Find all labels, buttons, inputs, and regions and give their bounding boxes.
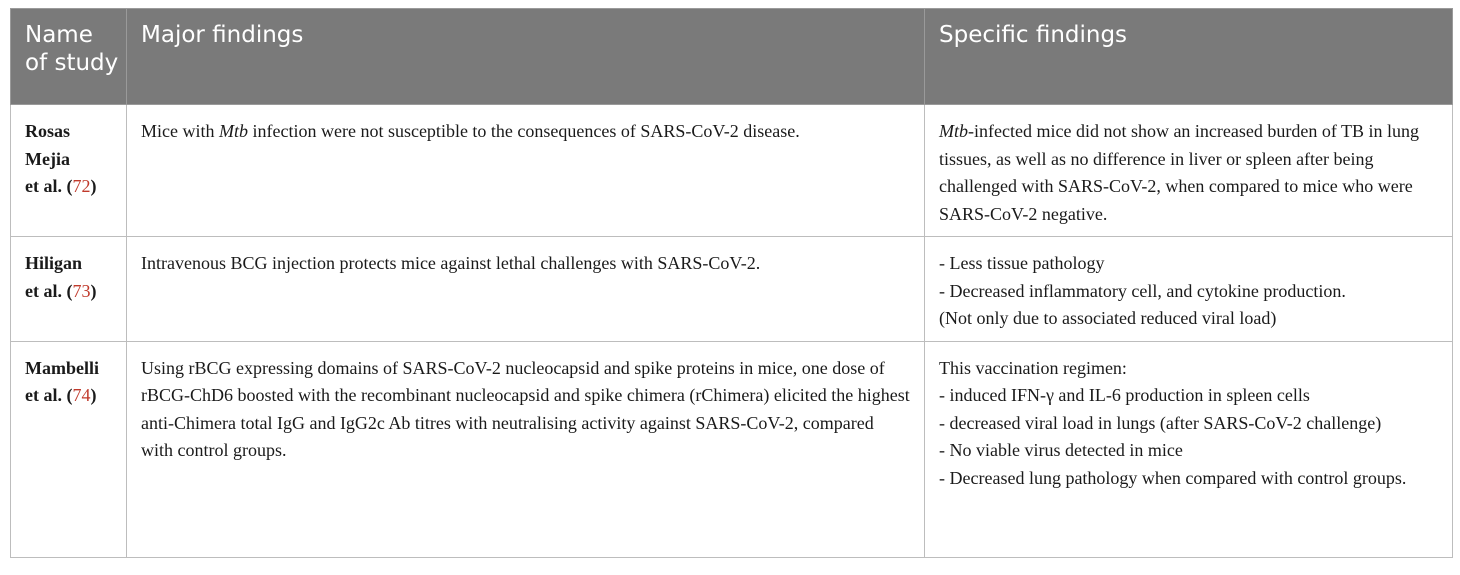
- study-name-etal: et al. (: [25, 385, 73, 405]
- major-text: infection were not susceptible to the consequences of SARS-CoV-2 disease.: [248, 121, 800, 141]
- major-findings-cell: Using rBCG expressing domains of SARS-CoV-2 nucleocapsid and spike proteins in mice, one dose of rBCG-ChD6 boosted with the recombinant nucleocapsid and spike chimera (rChimera) elicited the highest anti-Chimera total IgG and IgG2c Ab titres with neutralising activity against SARS-CoV-2, compared with control groups.: [127, 341, 925, 557]
- specific-findings-cell: [925, 237, 1453, 342]
- study-name-etal: et al. (: [25, 176, 73, 196]
- study-name-cell: [11, 237, 127, 342]
- header-name-of-study: Name of study: [11, 9, 127, 105]
- table-header-row: [11, 9, 1453, 105]
- study-name-cell: [11, 341, 127, 557]
- specific-line: This vaccination regimen:: [939, 357, 1127, 378]
- study-name-cell: [11, 105, 127, 237]
- specific-findings-cell: [925, 105, 1453, 237]
- header-specific-findings: Specific findings: [925, 9, 1453, 105]
- reference-link[interactable]: 74: [72, 385, 91, 405]
- study-name-line: Mambelli: [25, 357, 99, 378]
- study-name-line: Rosas: [25, 121, 71, 141]
- table-row: [11, 341, 1453, 557]
- specific-line: - Decreased lung pathology when compared with control groups.: [939, 467, 1407, 488]
- specific-findings-cell: [925, 341, 1453, 557]
- specific-line: - Less tissue pathology: [939, 253, 1105, 273]
- study-name-line: Mejia: [25, 148, 70, 169]
- major-findings-cell: [127, 105, 925, 237]
- major-findings-cell: Intravenous BCG injection protects mice against lethal challenges with SARS-CoV-2.: [127, 237, 925, 342]
- study-name-close: ): [90, 280, 97, 301]
- reference-link[interactable]: 73: [72, 280, 91, 301]
- specific-line: - No viable virus detected in mice: [939, 440, 1183, 460]
- reference-link[interactable]: 72: [72, 176, 91, 196]
- study-name-close: ): [90, 176, 97, 196]
- study-name-tail: [25, 173, 112, 201]
- table-row: [11, 105, 1453, 237]
- header-major-findings: Major findings: [127, 9, 925, 105]
- major-italic-text: Mtb: [219, 121, 248, 141]
- study-name-tail: [25, 382, 112, 410]
- specific-line: (Not only due to associated reduced viral load): [939, 308, 1277, 328]
- study-name-line: Hiligan: [25, 253, 83, 273]
- major-text: Mice with: [141, 121, 219, 141]
- study-name-tail: [25, 278, 112, 306]
- table-row: [11, 237, 1453, 342]
- specific-text: -infected mice did not show an increased burden of TB in lung tissues, as well as no difference in liver or spleen after being challenged with SARS-CoV-2, when compared to mice who were SARS-CoV-2 negative.: [939, 121, 1420, 224]
- specific-line: - induced IFN-γ and IL-6 production in spleen cells: [939, 385, 1310, 405]
- findings-table: [10, 8, 1453, 558]
- specific-italic-text: Mtb: [939, 121, 968, 141]
- study-name-etal: et al. (: [25, 280, 73, 301]
- study-name-close: ): [90, 385, 97, 405]
- specific-line: - decreased viral load in lungs (after SARS-CoV-2 challenge): [939, 412, 1382, 433]
- specific-line: - Decreased inflammatory cell, and cytokine production.: [939, 280, 1346, 301]
